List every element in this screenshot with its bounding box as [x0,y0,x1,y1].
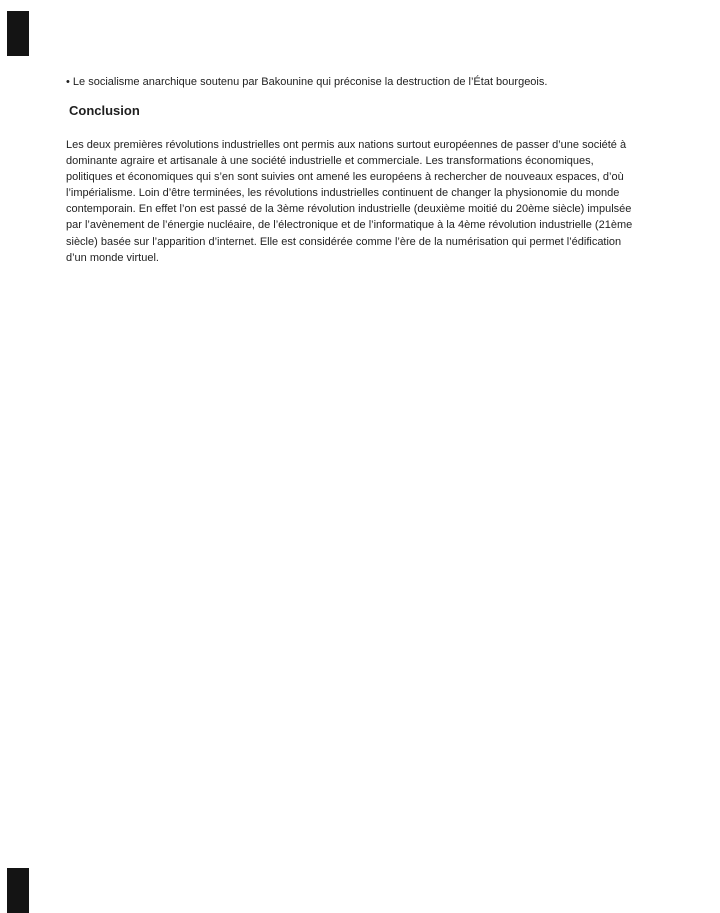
paragraph-line: Les deux premières révolutions industrielles ont permis aux nations surtout européennes de passer d’une société à [66,139,627,151]
paragraph-line: dominante agraire et artisanale à une société industrielle et commerciale. Les transformations économiques, [66,155,594,168]
page-corner-mark-top-left [7,11,29,56]
conclusion-heading: Conclusion [69,103,140,118]
conclusion-paragraph [66,137,716,266]
paragraph-line: par l’avènement de l’énergie nucléaire, de l’électronique et de l’informatique à la 4ème révolution industrielle (21ème [66,219,633,232]
paragraph-line: l’impérialisme. Loin d’être terminées, les révolutions industrielles continuent de changer la physionomie du monde [66,187,620,200]
paragraph-line: politiques et économiques qui s’en sont suivies ont amené les européens à rechercher de nouveaux espaces, d’où [66,171,624,184]
bullet-list-item: • Le socialisme anarchique soutenu par Bakounine qui préconise la destruction de l’État bourgeois. [66,76,548,88]
paragraph-line: d’un monde virtuel. [66,251,159,264]
paragraph-line: siècle) basée sur l’apparition d’internet. Elle est considérée comme l’ère de la numérisation qui permet l’édification [66,235,622,248]
paragraph-line: contemporain. En effet l’on est passé de la 3ème révolution industrielle (deuxième moitié du 20ème siècle) impulsée [66,203,632,216]
page-corner-mark-bottom-left [7,868,29,913]
